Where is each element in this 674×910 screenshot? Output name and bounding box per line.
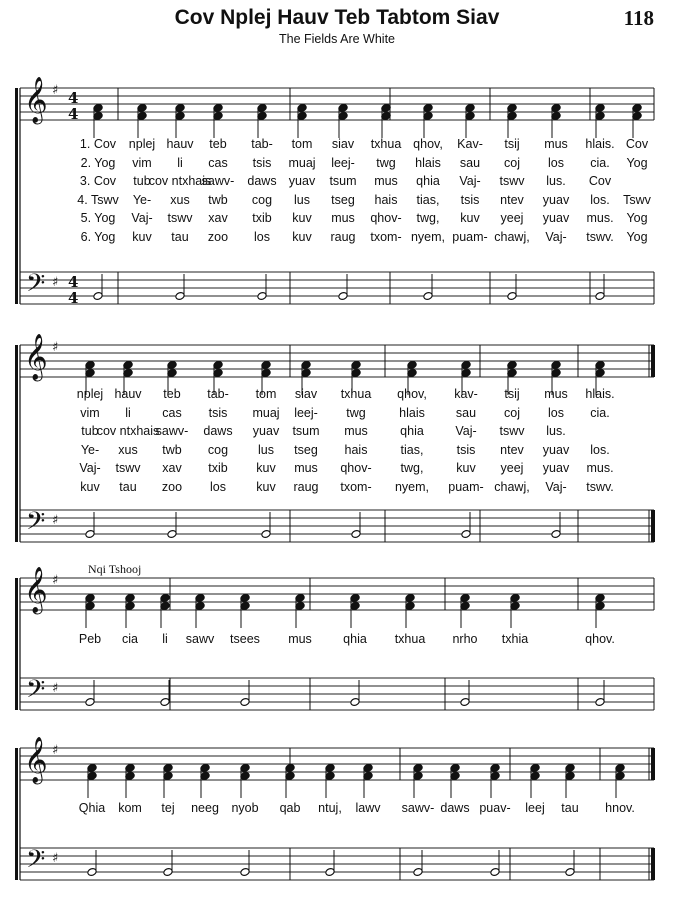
lyric-syllable: xus bbox=[118, 442, 138, 457]
lyric-syllable: Vaj- bbox=[545, 229, 567, 244]
lyric-syllable: mus bbox=[544, 387, 568, 401]
lyric-syllable: cas bbox=[208, 155, 228, 170]
refrain-syllable: Peb bbox=[78, 632, 102, 646]
lyric-syllable: 5. Yog bbox=[80, 211, 116, 225]
lyric-syllable: ntev bbox=[500, 192, 524, 207]
lyric-syllable: yuav bbox=[542, 442, 570, 457]
lyric-syllable: siav bbox=[331, 137, 355, 151]
refrain-syllable: sawv- bbox=[401, 801, 435, 815]
lyric-syllable: sawv- bbox=[201, 174, 235, 188]
lyric-syllable: 3. Cov bbox=[79, 174, 117, 188]
lyric-syllable: raug bbox=[293, 479, 319, 494]
lyric-syllable: cas bbox=[162, 405, 182, 420]
system-brace bbox=[15, 578, 18, 710]
lyric-syllable: qhov, bbox=[413, 137, 443, 151]
bass-clef-icon: 𝄢 bbox=[26, 675, 46, 710]
lyric-syllable: los bbox=[254, 229, 270, 244]
time-signature-bottom: 4 bbox=[68, 289, 79, 307]
lyric-syllable: tsij bbox=[504, 137, 520, 151]
lyric-syllable: tswv bbox=[499, 424, 525, 438]
lyric-syllable: txhua bbox=[370, 137, 402, 151]
lyric-syllable: 1. Cov bbox=[79, 137, 117, 151]
lyric-syllable: sawv- bbox=[155, 424, 189, 438]
lyric-syllable: tseg bbox=[294, 442, 318, 457]
refrain-syllable: kom bbox=[118, 801, 142, 815]
refrain-syllable: txhia bbox=[501, 632, 529, 646]
hymn-number: 118 bbox=[623, 6, 654, 30]
lyric-syllable: coj bbox=[504, 405, 520, 420]
lyric-syllable: tab- bbox=[207, 387, 229, 401]
final-barline bbox=[651, 848, 655, 880]
lyric-syllable: muaj bbox=[252, 405, 280, 420]
lyric-syllable: twg, bbox=[416, 211, 440, 225]
lyric-syllable: chawj, bbox=[494, 479, 530, 494]
lyric-syllable: li bbox=[177, 155, 183, 170]
refrain-syllable: sawv bbox=[185, 632, 215, 646]
lyric-syllable: teb bbox=[209, 137, 227, 151]
lyric-syllable: tau bbox=[171, 229, 189, 244]
bass-clef-icon: 𝄢 bbox=[26, 269, 46, 304]
lyric-syllable: tswv. bbox=[586, 229, 614, 244]
lyric-syllable: daws bbox=[203, 424, 233, 438]
lyric-syllable: tom bbox=[291, 137, 313, 151]
lyric-syllable: tsis bbox=[456, 442, 476, 457]
refrain-syllable: qab bbox=[279, 801, 301, 815]
lyric-syllable: los bbox=[548, 405, 564, 420]
lyric-syllable: Vaj- bbox=[131, 211, 153, 225]
lyric-syllable: tsis bbox=[460, 192, 480, 207]
refrain-syllable: li bbox=[162, 632, 168, 646]
lyric-syllable: xus bbox=[170, 192, 190, 207]
time-signature-top: 4 bbox=[68, 273, 79, 291]
lyric-syllable: lus bbox=[294, 192, 310, 207]
system-brace bbox=[15, 748, 18, 880]
lyric-syllable: tseg bbox=[331, 192, 355, 207]
refrain-syllable: nyob bbox=[231, 801, 259, 815]
lyric-syllable: twg, bbox=[400, 461, 424, 475]
lyric-syllable: xav bbox=[162, 461, 182, 475]
lyric-syllable: Vaj- bbox=[79, 461, 101, 475]
lyric-syllable: hlais. bbox=[585, 387, 615, 401]
lyric-syllable: tub bbox=[133, 174, 151, 188]
refrain-syllable: mus bbox=[288, 632, 312, 646]
lyric-syllable: tswv. bbox=[586, 479, 614, 494]
lyric-syllable: kav- bbox=[454, 387, 478, 401]
lyric-syllable: puam- bbox=[448, 479, 484, 494]
lyric-syllable: kuv bbox=[256, 479, 276, 494]
lyric-syllable: Yog bbox=[626, 229, 648, 244]
lyric-syllable: twb bbox=[162, 442, 182, 457]
lyric-syllable: twb bbox=[208, 192, 228, 207]
lyric-syllable: xav bbox=[208, 211, 228, 225]
lyric-syllable: yeej bbox=[500, 461, 524, 475]
lyric-syllable: zoo bbox=[207, 229, 229, 244]
lyric-syllable: kuv bbox=[256, 461, 276, 475]
lyric-syllable: tsum bbox=[329, 174, 357, 188]
system-brace bbox=[15, 345, 18, 542]
lyric-syllable: mus. bbox=[586, 461, 614, 475]
refrain-syllable: puav- bbox=[479, 801, 511, 815]
lyric-syllable: yuav bbox=[288, 174, 316, 188]
lyric-syllable: tsij bbox=[504, 387, 520, 401]
refrain-syllable: lawv bbox=[355, 801, 381, 815]
hymn-subtitle: The Fields Are White bbox=[278, 32, 395, 46]
lyric-syllable: los bbox=[210, 479, 226, 494]
lyric-syllable: qhov- bbox=[340, 461, 372, 475]
lyric-syllable: cog bbox=[251, 192, 273, 207]
lyric-syllable: tab- bbox=[251, 137, 273, 151]
lyric-syllable: siav bbox=[294, 387, 318, 401]
hymn-title: Cov Nplej Hauv Teb Tabtom Siav bbox=[174, 6, 500, 29]
system-brace bbox=[15, 88, 18, 304]
bass-clef-icon: 𝄢 bbox=[26, 845, 46, 880]
lyric-syllable: hlais. bbox=[585, 137, 615, 151]
lyric-syllable: Ye- bbox=[132, 192, 152, 207]
lyric-syllable: hlais bbox=[399, 405, 425, 420]
lyric-syllable: teb bbox=[163, 387, 181, 401]
lyric-syllable: qhov, bbox=[397, 387, 427, 401]
lyric-syllable: hauv bbox=[166, 137, 194, 151]
key-signature-sharp-icon: ♯ bbox=[52, 513, 59, 528]
lyric-syllable: cov ntxhais bbox=[148, 174, 212, 188]
lyric-syllable: lus. bbox=[546, 424, 566, 438]
lyric-syllable: Ye- bbox=[80, 442, 100, 457]
lyric-syllable: tswv bbox=[167, 211, 193, 225]
lyric-syllable: Yog bbox=[626, 211, 648, 225]
lyric-syllable: tias, bbox=[400, 442, 424, 457]
lyric-syllable: kuv bbox=[80, 479, 100, 494]
final-barline bbox=[651, 510, 655, 542]
refrain-syllable: qhov. bbox=[585, 632, 615, 646]
lyric-syllable: tom bbox=[255, 387, 277, 401]
lyric-syllable: Cov bbox=[588, 174, 612, 188]
treble-clef-icon: 𝄞 bbox=[24, 567, 48, 613]
lyric-syllable: nplej bbox=[76, 387, 104, 401]
treble-clef-icon: 𝄞 bbox=[24, 77, 48, 123]
lyric-syllable: txhua bbox=[340, 387, 372, 401]
final-barline bbox=[651, 748, 655, 780]
lyric-syllable: mus. bbox=[586, 211, 614, 225]
final-barline bbox=[651, 345, 655, 377]
lyric-syllable: yuav bbox=[542, 211, 570, 225]
lyric-syllable: Vaj- bbox=[459, 174, 481, 188]
refrain-syllable: leej bbox=[525, 801, 545, 815]
lyric-syllable: cia. bbox=[590, 155, 610, 170]
lyric-syllable: raug bbox=[330, 229, 356, 244]
lyric-syllable: mus bbox=[544, 137, 568, 151]
lyric-syllable: qhia bbox=[400, 424, 424, 438]
section-label: Nqi Tshooj bbox=[88, 562, 142, 576]
lyric-syllable: chawj, bbox=[494, 229, 530, 244]
treble-clef-icon: 𝄞 bbox=[24, 334, 48, 380]
lyric-syllable: qhia bbox=[416, 174, 440, 188]
lyric-syllable: hais bbox=[344, 442, 368, 457]
lyric-syllable: tswv bbox=[499, 174, 525, 188]
lyric-syllable: lus. bbox=[546, 174, 566, 188]
lyric-syllable: kuv bbox=[456, 461, 476, 475]
lyric-syllable: hauv bbox=[114, 387, 142, 401]
lyric-syllable: kuv bbox=[292, 211, 312, 225]
lyric-syllable: los bbox=[548, 155, 564, 170]
treble-clef-icon: 𝄞 bbox=[24, 737, 48, 783]
lyric-syllable: cia. bbox=[590, 405, 610, 420]
lyric-syllable: yeej bbox=[500, 211, 524, 225]
lyric-syllable: cog bbox=[207, 442, 229, 457]
lyric-syllable: hais bbox=[374, 192, 398, 207]
lyric-syllable: leej- bbox=[331, 155, 355, 170]
lyric-syllable: tswv bbox=[115, 461, 141, 475]
lyric-syllable: kuv bbox=[132, 229, 152, 244]
lyric-syllable: lus bbox=[258, 442, 274, 457]
lyric-syllable: hlais bbox=[415, 155, 441, 170]
lyric-syllable: 6. Yog bbox=[80, 229, 116, 244]
key-signature-sharp-icon: ♯ bbox=[52, 743, 59, 758]
lyric-syllable: Tswv bbox=[623, 192, 651, 207]
lyric-syllable: sau bbox=[459, 155, 481, 170]
lyric-syllable: zoo bbox=[161, 479, 183, 494]
lyric-syllable: twg bbox=[376, 155, 396, 170]
key-signature-sharp-icon: ♯ bbox=[52, 681, 59, 696]
lyric-syllable: yuav bbox=[252, 424, 280, 438]
lyric-syllable: yuav bbox=[542, 461, 570, 475]
lyric-syllable: txom- bbox=[370, 229, 402, 244]
lyric-syllable: nplej bbox=[128, 137, 156, 151]
time-signature-bottom: 4 bbox=[68, 105, 79, 123]
lyric-syllable: txib bbox=[252, 211, 272, 225]
lyric-syllable: coj bbox=[504, 155, 520, 170]
bass-clef-icon: 𝄢 bbox=[26, 507, 46, 542]
lyric-syllable: tau bbox=[119, 479, 137, 494]
lyric-syllable: qhov- bbox=[370, 211, 402, 225]
lyric-syllable: sau bbox=[455, 405, 477, 420]
time-signature-top: 4 bbox=[68, 89, 79, 107]
lyric-syllable: nyem, bbox=[394, 479, 430, 494]
lyric-syllable: tsis bbox=[252, 155, 272, 170]
lyric-syllable: tsum bbox=[292, 424, 320, 438]
lyric-syllable: cov ntxhais bbox=[96, 424, 160, 438]
key-signature-sharp-icon: ♯ bbox=[52, 340, 59, 355]
lyric-syllable: yuav bbox=[542, 192, 570, 207]
refrain-syllable: txhua bbox=[394, 632, 426, 646]
refrain-syllable: tej bbox=[161, 801, 175, 815]
lyric-syllable: li bbox=[125, 405, 131, 420]
lyric-syllable: vim bbox=[80, 405, 100, 420]
lyric-syllable: Yog bbox=[626, 155, 648, 170]
lyric-syllable: 4. Tswv bbox=[77, 192, 119, 207]
lyric-syllable: vim bbox=[132, 155, 152, 170]
refrain-syllable: tau bbox=[561, 801, 579, 815]
lyric-syllable: Vaj- bbox=[455, 424, 477, 438]
key-signature-sharp-icon: ♯ bbox=[52, 83, 59, 98]
lyric-syllable: mus bbox=[344, 424, 368, 438]
lyric-syllable: puam- bbox=[452, 229, 488, 244]
lyric-syllable: los. bbox=[590, 442, 610, 457]
lyric-syllable: Kav- bbox=[457, 137, 483, 151]
refrain-syllable: qhia bbox=[343, 632, 367, 646]
refrain-syllable: Qhia bbox=[78, 801, 106, 815]
refrain-syllable: hnov. bbox=[605, 801, 635, 815]
key-signature-sharp-icon: ♯ bbox=[52, 275, 59, 290]
lyric-syllable: mus bbox=[331, 211, 355, 225]
refrain-syllable: nrho bbox=[452, 632, 478, 646]
refrain-syllable: neeg bbox=[191, 801, 219, 815]
lyric-syllable: txib bbox=[208, 461, 228, 475]
lyric-syllable: los. bbox=[590, 192, 610, 207]
refrain-syllable: cia bbox=[122, 632, 138, 646]
lyric-syllable: kuv bbox=[460, 211, 480, 225]
lyric-syllable: tub bbox=[81, 424, 99, 438]
refrain-syllable: tsees bbox=[230, 632, 260, 646]
lyric-syllable: muaj bbox=[288, 155, 316, 170]
lyric-syllable: tsis bbox=[208, 405, 228, 420]
lyric-syllable: kuv bbox=[292, 229, 312, 244]
lyric-syllable: daws bbox=[247, 174, 277, 188]
lyric-syllable: Cov bbox=[625, 137, 649, 151]
lyric-syllable: Vaj- bbox=[545, 479, 567, 494]
lyric-syllable: tias, bbox=[416, 192, 440, 207]
lyric-syllable: 2. Yog bbox=[80, 155, 116, 170]
lyric-syllable: ntev bbox=[500, 442, 524, 457]
key-signature-sharp-icon: ♯ bbox=[52, 573, 59, 588]
refrain-syllable: daws bbox=[440, 801, 470, 815]
lyric-syllable: mus bbox=[374, 174, 398, 188]
lyric-syllable: leej- bbox=[294, 405, 318, 420]
lyric-syllable: twg bbox=[346, 405, 366, 420]
refrain-syllable: ntuj, bbox=[318, 801, 342, 815]
lyric-syllable: mus bbox=[294, 461, 318, 475]
lyric-syllable: txom- bbox=[340, 479, 372, 494]
key-signature-sharp-icon: ♯ bbox=[52, 851, 59, 866]
lyric-syllable: nyem, bbox=[410, 229, 446, 244]
